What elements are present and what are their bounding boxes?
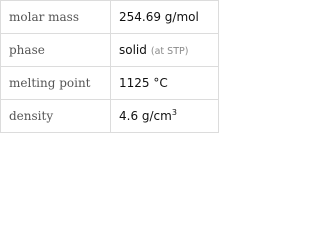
value-text: solid bbox=[119, 43, 147, 57]
table-row bbox=[1, 100, 219, 133]
value-text: 1125 °C bbox=[119, 76, 168, 90]
property-label-molar-mass: molar mass bbox=[1, 1, 111, 34]
unit-exponent: 3 bbox=[171, 108, 177, 117]
table-row bbox=[1, 1, 219, 34]
table-row bbox=[1, 67, 219, 100]
property-value-molar-mass bbox=[111, 1, 219, 34]
condition-qualifier: (at STP) bbox=[150, 46, 189, 57]
properties-table bbox=[0, 0, 219, 133]
property-value-melting-point bbox=[111, 67, 219, 100]
property-label-density: density bbox=[1, 100, 111, 133]
property-label-melting-point: melting point bbox=[1, 67, 111, 100]
table-row bbox=[1, 34, 219, 67]
value-text: 4.6 g/cm bbox=[119, 109, 172, 123]
property-value-phase bbox=[111, 34, 219, 67]
property-label-phase: phase bbox=[1, 34, 111, 67]
property-value-density bbox=[111, 100, 219, 133]
value-text: 254.69 g/mol bbox=[119, 10, 199, 24]
